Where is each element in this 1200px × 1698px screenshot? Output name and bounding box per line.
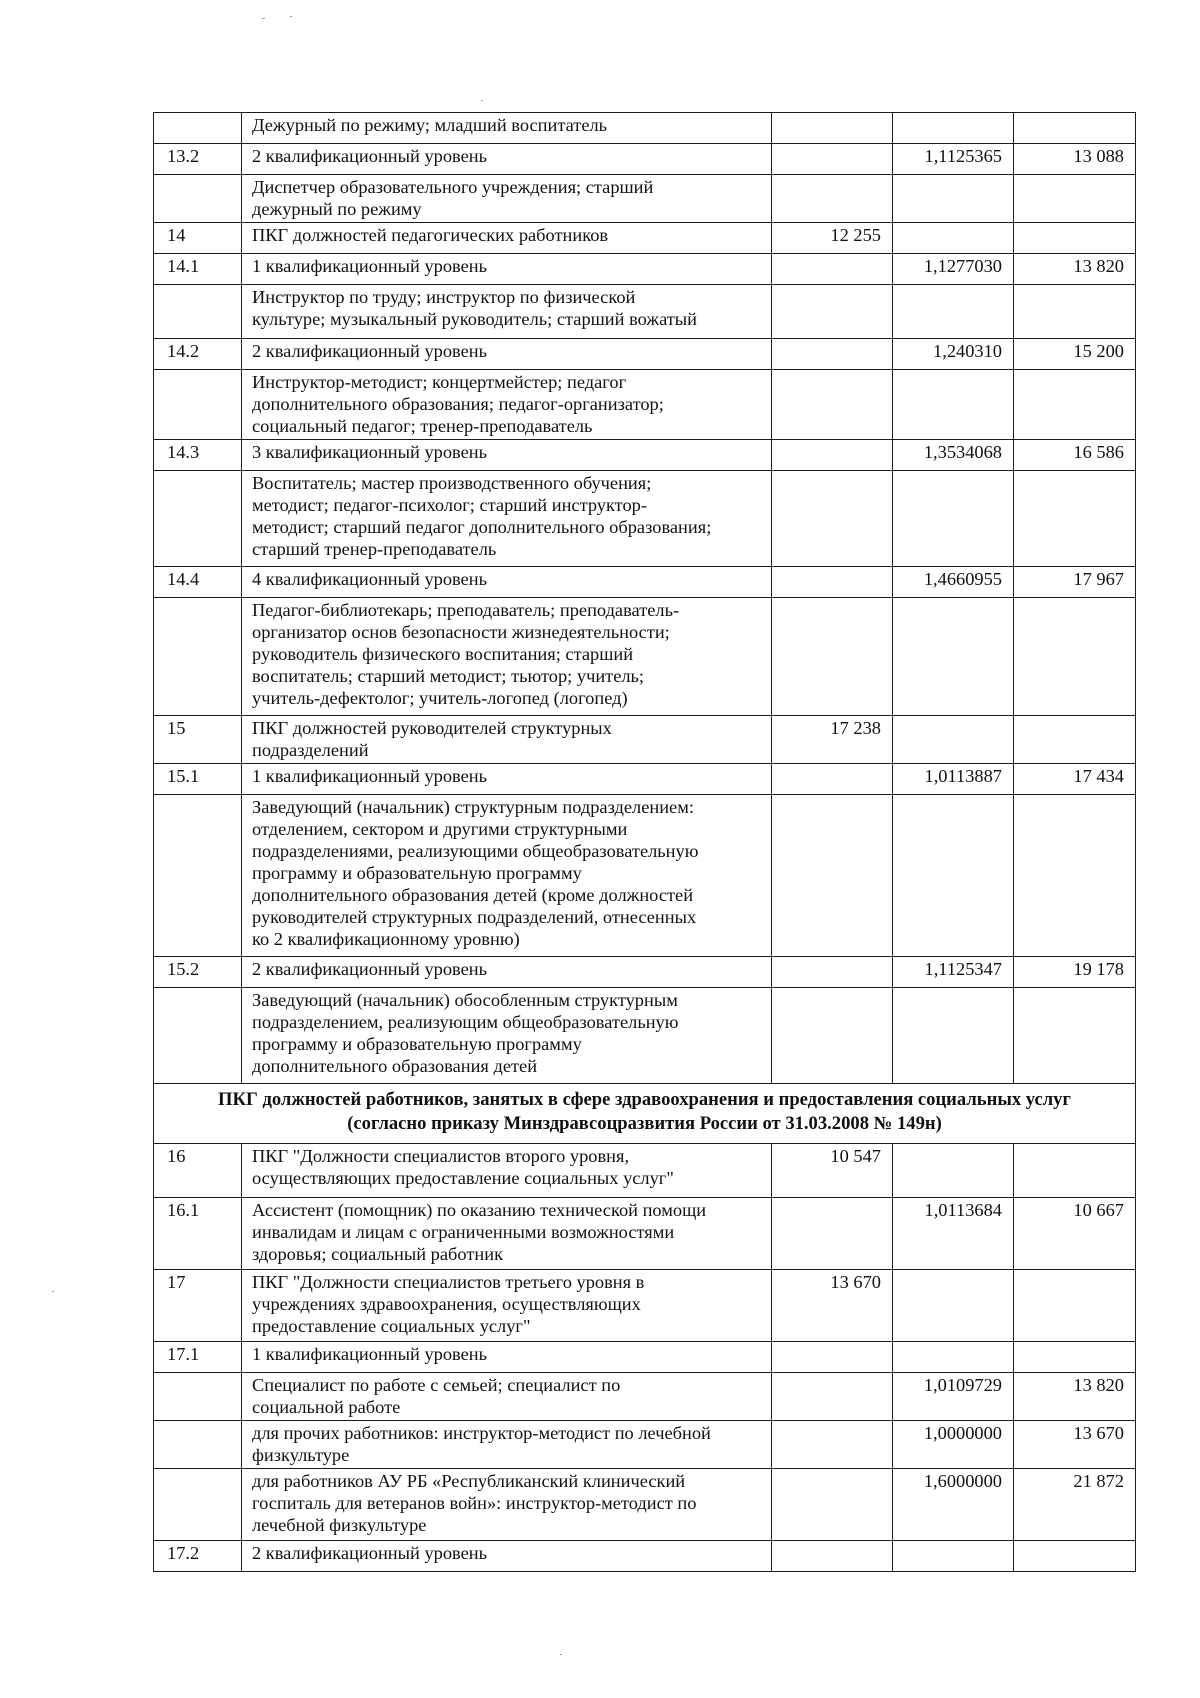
base-salary-cell — [772, 339, 893, 370]
row-number-cell: 14.4 — [154, 567, 242, 598]
base-salary-cell — [772, 113, 893, 144]
coefficient-cell — [893, 1541, 1014, 1572]
salary-cell — [1014, 1270, 1136, 1342]
position-description-cell: ПКГ "Должности специалистов второго уровня, осуществляющих предоставление социальных услуг" — [242, 1144, 772, 1198]
base-salary-cell — [772, 957, 893, 988]
salary-cell: 13 820 — [1014, 1373, 1136, 1421]
coefficient-cell: 1,0113684 — [893, 1198, 1014, 1270]
salary-cell: 17 967 — [1014, 567, 1136, 598]
position-description-cell: для работников АУ РБ «Республиканский клинический госпиталь для ветеранов войн»: инструктор-методист по лечебной физкультуре — [242, 1469, 772, 1541]
row-number-cell: 15 — [154, 716, 242, 764]
row-number-cell: 14.2 — [154, 339, 242, 370]
row-number-cell: 14.3 — [154, 440, 242, 471]
position-description-cell: 1 квалификационный уровень — [242, 254, 772, 285]
salary-cell: 19 178 — [1014, 957, 1136, 988]
section-header-row — [154, 1084, 1136, 1144]
salary-cell: 13 088 — [1014, 144, 1136, 175]
salary-cell: 10 667 — [1014, 1198, 1136, 1270]
salary-cell: 21 872 — [1014, 1469, 1136, 1541]
coefficient-cell — [893, 795, 1014, 957]
salary-cell — [1014, 113, 1136, 144]
coefficient-cell — [893, 285, 1014, 339]
table-row — [154, 440, 1136, 471]
coefficient-cell — [893, 113, 1014, 144]
coefficient-cell: 1,3534068 — [893, 440, 1014, 471]
position-description-cell: Дежурный по режиму; младший воспитатель — [242, 113, 772, 144]
base-salary-cell — [772, 1469, 893, 1541]
coefficient-cell: 1,240310 — [893, 339, 1014, 370]
row-number-cell — [154, 795, 242, 957]
position-description-cell: для прочих работников: инструктор-методист по лечебной физкультуре — [242, 1421, 772, 1469]
coefficient-cell — [893, 175, 1014, 223]
salary-cell — [1014, 370, 1136, 440]
position-description-cell: 4 квалификационный уровень — [242, 567, 772, 598]
base-salary-cell — [772, 175, 893, 223]
base-salary-cell: 13 670 — [772, 1270, 893, 1342]
row-number-cell — [154, 370, 242, 440]
coefficient-cell — [893, 370, 1014, 440]
table-row — [154, 1144, 1136, 1198]
base-salary-cell — [772, 567, 893, 598]
position-description-cell: 2 квалификационный уровень — [242, 339, 772, 370]
table-row — [154, 254, 1136, 285]
coefficient-cell: 1,1125347 — [893, 957, 1014, 988]
table-row — [154, 1198, 1136, 1270]
table-row — [154, 113, 1136, 144]
row-number-cell: 16.1 — [154, 1198, 242, 1270]
scan-speck — [560, 1654, 562, 1655]
position-description-cell: 1 квалификационный уровень — [242, 764, 772, 795]
row-number-cell — [154, 1469, 242, 1541]
base-salary-cell — [772, 440, 893, 471]
row-number-cell: 15.2 — [154, 957, 242, 988]
salary-cell — [1014, 223, 1136, 254]
row-number-cell — [154, 1421, 242, 1469]
base-salary-cell — [772, 1342, 893, 1373]
table-row — [154, 370, 1136, 440]
base-salary-cell — [772, 1541, 893, 1572]
position-description-cell: Диспетчер образовательного учреждения; старший дежурный по режиму — [242, 175, 772, 223]
coefficient-cell — [893, 988, 1014, 1084]
salary-cell — [1014, 1144, 1136, 1198]
table-row — [154, 1421, 1136, 1469]
row-number-cell: 17.2 — [154, 1541, 242, 1572]
coefficient-cell: 1,6000000 — [893, 1469, 1014, 1541]
coefficient-cell — [893, 716, 1014, 764]
row-number-cell: 14 — [154, 223, 242, 254]
base-salary-cell — [772, 764, 893, 795]
base-salary-cell: 12 255 — [772, 223, 893, 254]
position-description-cell: ПКГ "Должности специалистов третьего уровня в учреждениях здравоохранения, осуществляющих предоставление социальных услуг" — [242, 1270, 772, 1342]
coefficient-cell — [893, 471, 1014, 567]
position-description-cell: ПКГ должностей руководителей структурных подразделений — [242, 716, 772, 764]
row-number-cell — [154, 175, 242, 223]
coefficient-cell — [893, 1144, 1014, 1198]
salary-cell: 13 670 — [1014, 1421, 1136, 1469]
position-description-cell: Инструктор-методист; концертмейстер; педагог дополнительного образования; педагог-организатор; социальный педагог; тренер-преподаватель — [242, 370, 772, 440]
scan-speck — [52, 1291, 54, 1292]
table-row — [154, 175, 1136, 223]
table-row — [154, 223, 1136, 254]
position-description-cell: 3 квалификационный уровень — [242, 440, 772, 471]
row-number-cell: 14.1 — [154, 254, 242, 285]
row-number-cell — [154, 113, 242, 144]
table-row — [154, 1342, 1136, 1373]
scan-speck — [290, 16, 292, 17]
position-description-cell: Заведующий (начальник) структурным подразделением: отделением, сектором и другими структурными подразделениями, реализующими общеобразовательную программу и образовательную программу дополнительного образования детей (кроме должностей руководителей структурных подразделений, отнесенных ко 2 квалификационному уровню) — [242, 795, 772, 957]
table-row — [154, 598, 1136, 716]
position-description-cell: Специалист по работе с семьей; специалист по социальной работе — [242, 1373, 772, 1421]
table-row — [154, 1270, 1136, 1342]
table-row — [154, 144, 1136, 175]
base-salary-cell — [772, 598, 893, 716]
position-description-cell: 1 квалификационный уровень — [242, 1342, 772, 1373]
salary-cell: 17 434 — [1014, 764, 1136, 795]
coefficient-cell: 1,1277030 — [893, 254, 1014, 285]
table-row — [154, 285, 1136, 339]
coefficient-cell — [893, 1342, 1014, 1373]
row-number-cell: 13.2 — [154, 144, 242, 175]
salary-cell: 13 820 — [1014, 254, 1136, 285]
salary-cell — [1014, 716, 1136, 764]
table-row — [154, 1373, 1136, 1421]
base-salary-cell — [772, 988, 893, 1084]
table-row — [154, 957, 1136, 988]
coefficient-cell — [893, 598, 1014, 716]
position-description-cell: ПКГ должностей педагогических работников — [242, 223, 772, 254]
salary-cell — [1014, 1541, 1136, 1572]
coefficient-cell: 1,0000000 — [893, 1421, 1014, 1469]
position-description-cell: 2 квалификационный уровень — [242, 1541, 772, 1572]
base-salary-cell — [772, 1198, 893, 1270]
salary-cell — [1014, 175, 1136, 223]
base-salary-cell — [772, 471, 893, 567]
coefficient-cell — [893, 1270, 1014, 1342]
coefficient-cell: 1,4660955 — [893, 567, 1014, 598]
coefficient-cell: 1,0113887 — [893, 764, 1014, 795]
row-number-cell — [154, 285, 242, 339]
row-number-cell — [154, 1373, 242, 1421]
section-heading: ПКГ должностей работников, занятых в сфере здравоохранения и предоставления социальных услуг (согласно приказу Минздравсоцразвития России от 31.03.2008 № 149н) — [154, 1084, 1136, 1144]
row-number-cell — [154, 471, 242, 567]
salary-cell — [1014, 988, 1136, 1084]
base-salary-cell: 10 547 — [772, 1144, 893, 1198]
table-row — [154, 795, 1136, 957]
row-number-cell — [154, 598, 242, 716]
base-salary-cell — [772, 370, 893, 440]
salary-cell — [1014, 471, 1136, 567]
table-row — [154, 1469, 1136, 1541]
table-row — [154, 716, 1136, 764]
table-row — [154, 988, 1136, 1084]
table-row — [154, 471, 1136, 567]
salary-table — [153, 112, 1136, 1572]
base-salary-cell — [772, 795, 893, 957]
position-description-cell: Заведующий (начальник) обособленным структурным подразделением, реализующим общеобразовательную программу и образовательную программу дополнительного образования детей — [242, 988, 772, 1084]
table-row — [154, 567, 1136, 598]
scan-speck — [481, 100, 483, 101]
scan-speck — [262, 18, 265, 19]
position-description-cell: Педагог-библиотекарь; преподаватель; преподаватель- организатор основ безопасности жизнедеятельности; руководитель физического воспитания; старший воспитатель; старший методист; тьютор; учитель; учитель-дефектолог; учитель-логопед (логопед) — [242, 598, 772, 716]
salary-cell — [1014, 285, 1136, 339]
salary-cell: 16 586 — [1014, 440, 1136, 471]
position-description-cell: Ассистент (помощник) по оказанию технической помощи инвалидам и лицам с ограниченными возможностями здоровья; социальный работник — [242, 1198, 772, 1270]
base-salary-cell — [772, 254, 893, 285]
position-description-cell: Воспитатель; мастер производственного обучения; методист; педагог-психолог; старший инструктор- методист; старший педагог дополнительного образования; старший тренер-преподаватель — [242, 471, 772, 567]
table-row — [154, 764, 1136, 795]
table-row — [154, 1541, 1136, 1572]
base-salary-cell — [772, 285, 893, 339]
salary-cell: 15 200 — [1014, 339, 1136, 370]
base-salary-cell — [772, 144, 893, 175]
position-description-cell: Инструктор по труду; инструктор по физической культуре; музыкальный руководитель; старший вожатый — [242, 285, 772, 339]
coefficient-cell: 1,1125365 — [893, 144, 1014, 175]
row-number-cell: 17 — [154, 1270, 242, 1342]
salary-cell — [1014, 1342, 1136, 1373]
row-number-cell: 17.1 — [154, 1342, 242, 1373]
coefficient-cell: 1,0109729 — [893, 1373, 1014, 1421]
base-salary-cell: 17 238 — [772, 716, 893, 764]
coefficient-cell — [893, 223, 1014, 254]
row-number-cell: 15.1 — [154, 764, 242, 795]
row-number-cell — [154, 988, 242, 1084]
base-salary-cell — [772, 1421, 893, 1469]
salary-cell — [1014, 795, 1136, 957]
table-row — [154, 339, 1136, 370]
row-number-cell: 16 — [154, 1144, 242, 1198]
position-description-cell: 2 квалификационный уровень — [242, 957, 772, 988]
salary-cell — [1014, 598, 1136, 716]
position-description-cell: 2 квалификационный уровень — [242, 144, 772, 175]
base-salary-cell — [772, 1373, 893, 1421]
